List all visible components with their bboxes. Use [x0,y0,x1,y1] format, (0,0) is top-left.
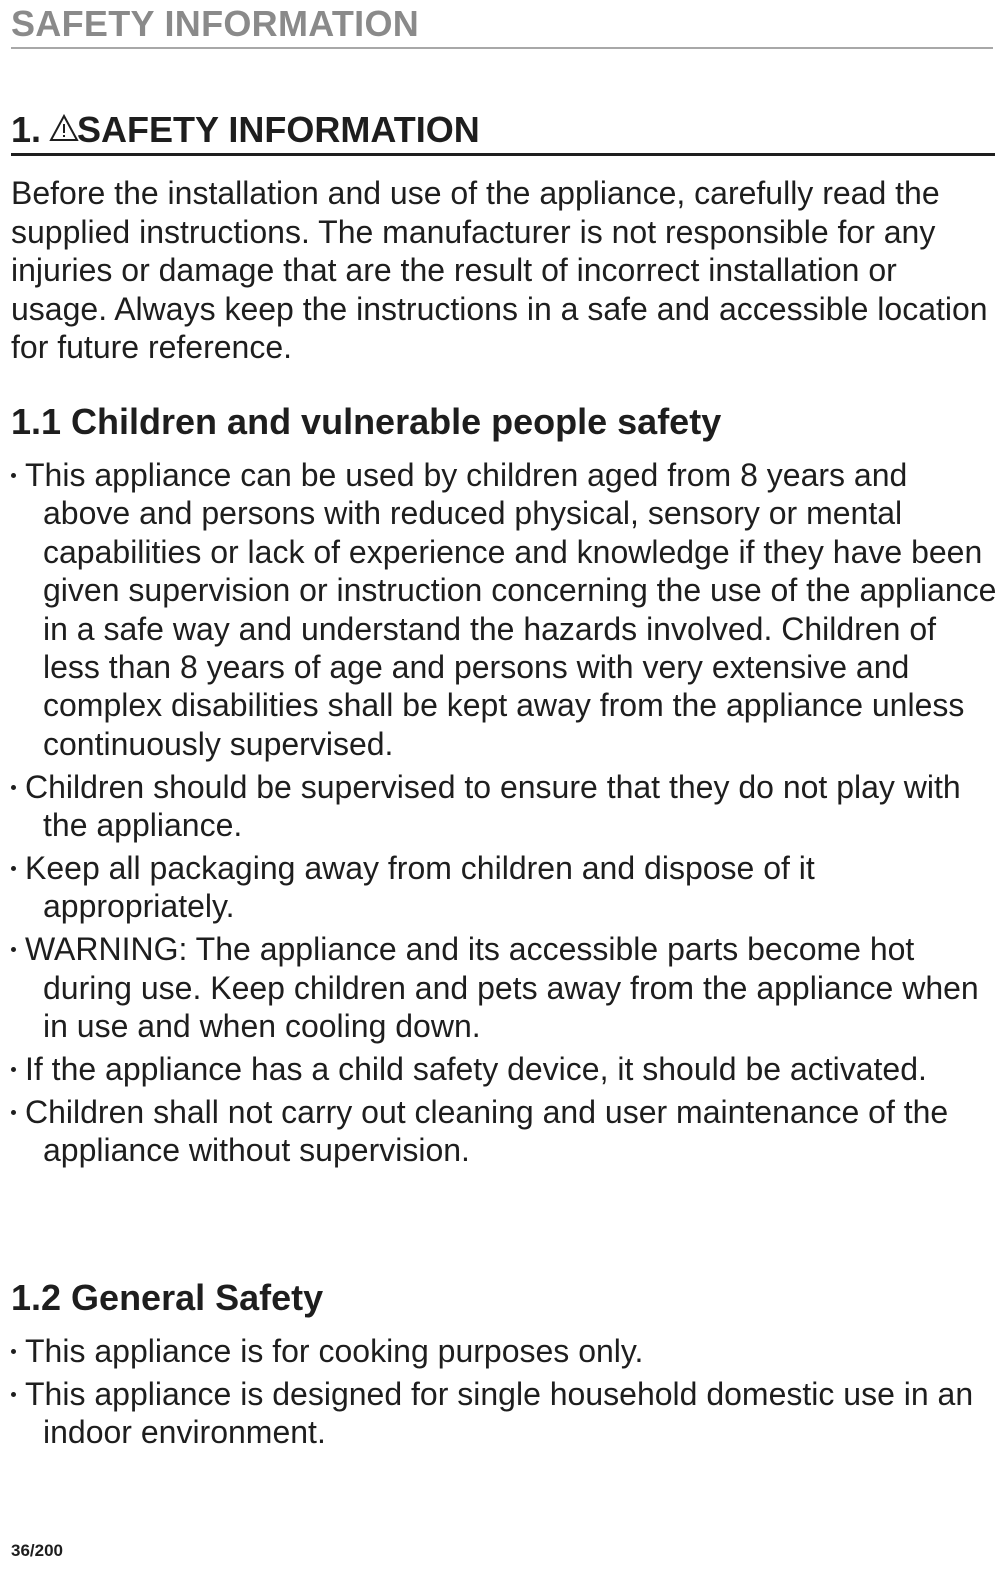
list-item: WARNING: The appliance and its accessible parts become hot during use. Keep children and pets away from the appliance when in use and when cooling down. [0,930,1000,1045]
bullet-icon [11,1067,16,1072]
warning-triangle-icon [49,114,79,142]
page-number: 36/200 [11,1541,63,1560]
list-item: This appliance can be used by children aged from 8 years and above and persons with reduced physical, sensory or mental capabilities or lack of experience and knowledge if they have been given supervision or instruction concerning the use of the appliance in a safe way and understand the hazards involved. Children of less than 8 years of age and persons with very extensive and complex disabilities shall be kept away from the appliance unless continuously supervised. [0,456,1000,763]
section-divider [11,153,995,156]
bullet-icon [11,473,16,478]
list-item: Children should be supervised to ensure that they do not play with the appliance. [0,768,1000,845]
bullet-icon [11,1110,16,1115]
intro-paragraph: Before the installation and use of the appliance, carefully read the supplied instructions. The manufacturer is not responsible for any injuries or damage that are the result of incorrect installation or usage. Always keep the instructions in a safe and accessible location for future reference. [11,175,988,366]
list-item: Children shall not carry out cleaning and user maintenance of the appliance without supervision. [0,1093,1000,1170]
list-item: If the appliance has a child safety device, it should be activated. [0,1050,1000,1088]
bullet-icon [11,785,16,790]
section-number: 1. [11,109,42,150]
bullet-icon [11,947,16,952]
subsection-heading-children: 1.1 Children and vulnerable people safety [11,401,722,442]
bullet-icon [11,1349,16,1354]
section-title [11,110,480,150]
header-divider [11,47,993,49]
section-title-text: SAFETY INFORMATION [77,109,480,150]
children-safety-list [0,456,1000,1174]
list-item: Keep all packaging away from children and dispose of it appropriately. [0,849,1000,926]
bullet-icon [11,1392,16,1397]
bullet-icon [11,866,16,871]
running-header-title: SAFETY INFORMATION [11,3,420,44]
list-item: This appliance is for cooking purposes only. [0,1332,1000,1370]
general-safety-list [0,1332,1000,1456]
subsection-heading-general: 1.2 General Safety [11,1277,324,1318]
list-item: This appliance is designed for single household domestic use in an indoor environment. [0,1375,1000,1452]
